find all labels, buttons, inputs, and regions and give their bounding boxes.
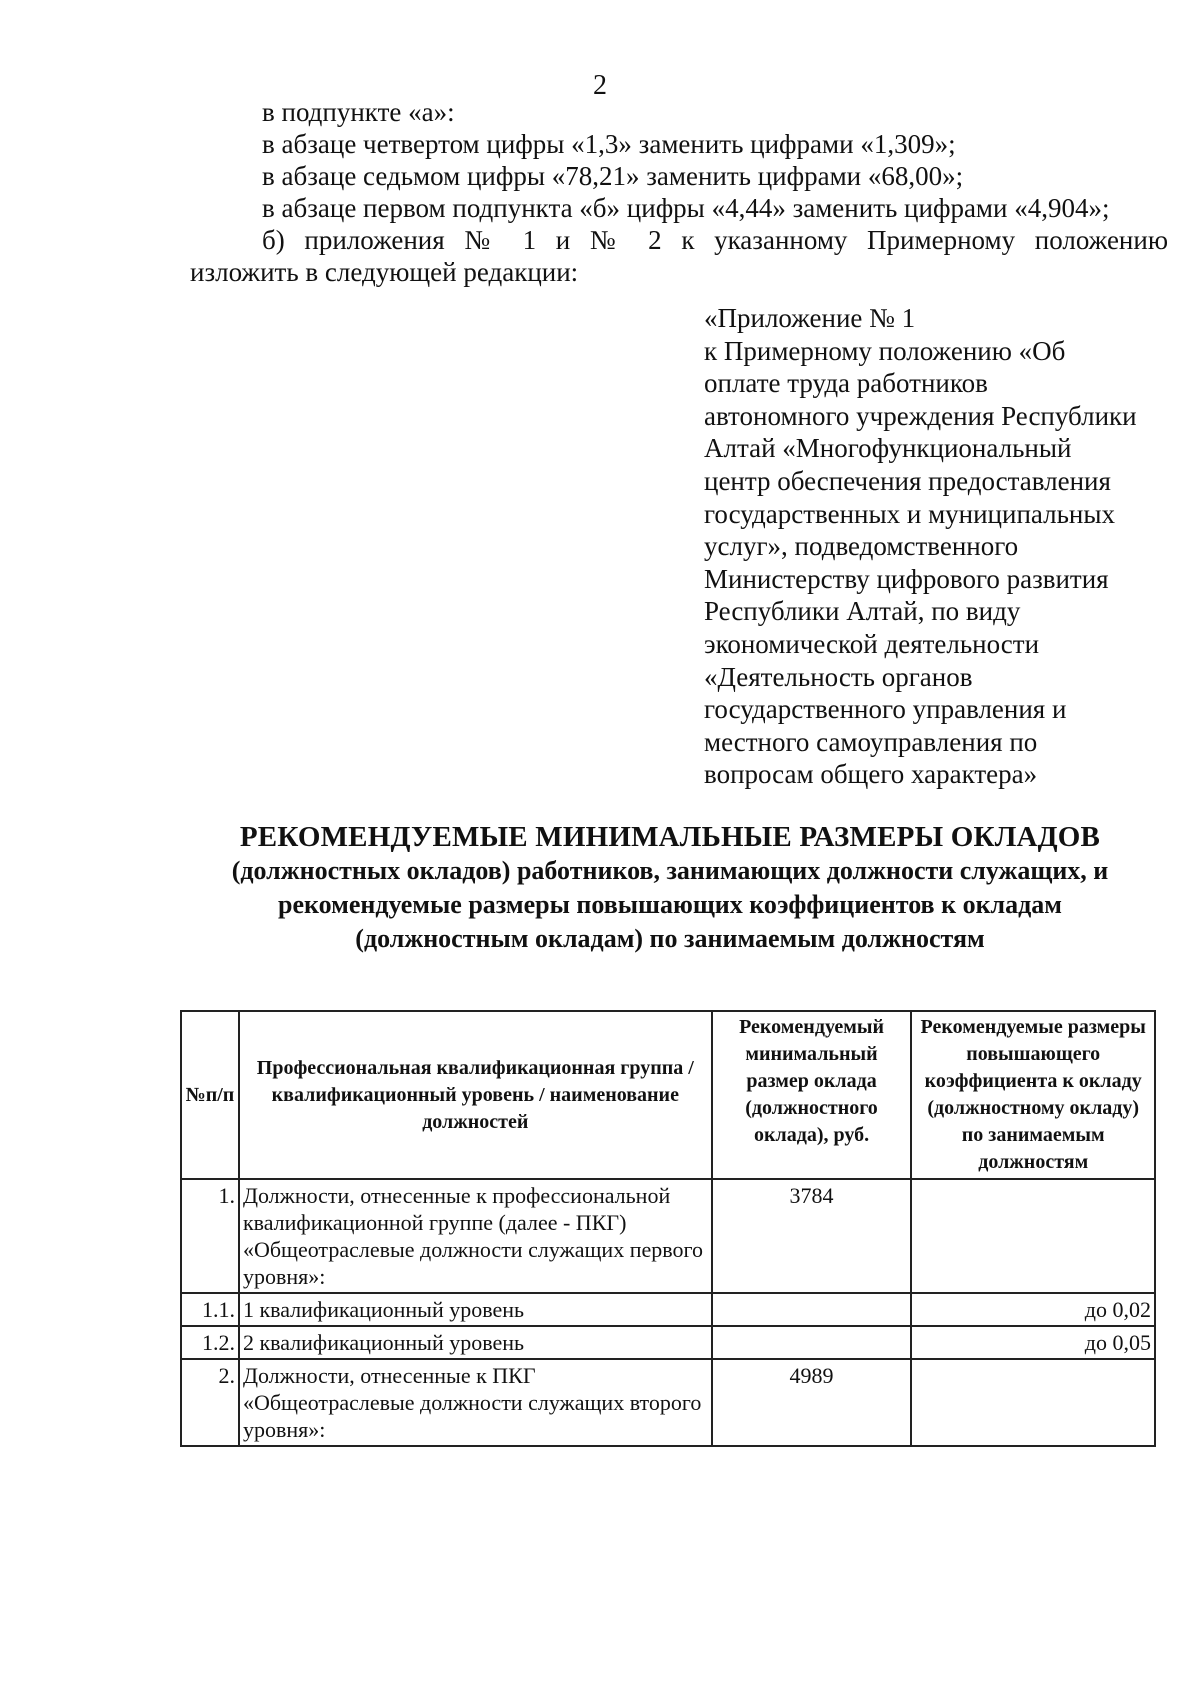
appendix-line: центр обеспечения предоставления xyxy=(704,465,1111,496)
row-name: 1 квалификационный уровень xyxy=(239,1293,712,1326)
intro-paragraph-b: б) приложения № 1 и № 2 к указанному Примерному положению xyxy=(262,225,1168,255)
header-num: №п/п xyxy=(181,1011,239,1179)
row-name: Должности, отнесенные к ПКГ «Общеотраслевые должности служащих второго уровня»: xyxy=(239,1359,712,1446)
appendix-line: Министерству цифрового развития xyxy=(704,563,1109,594)
row-salary: 4989 xyxy=(712,1359,912,1446)
appendix-line: экономической деятельности xyxy=(704,628,1040,659)
intro-text xyxy=(190,96,1168,288)
header-name: Профессиональная квалификационная группа / квалификационный уровень / наименование должностей xyxy=(239,1011,712,1179)
appendix-line: Республики Алтай, по виду xyxy=(704,596,1021,627)
salary-table xyxy=(180,1010,1156,1447)
appendix-line: местного самоуправления по xyxy=(704,726,1038,757)
appendix-line: автономного учреждения Республики xyxy=(704,400,1137,431)
appendix-line: «Деятельность органов xyxy=(704,661,973,692)
appendix-line: к Примерному положению «Об xyxy=(704,335,1066,366)
table-row xyxy=(181,1326,1155,1359)
intro-line: в подпункте «а»: xyxy=(262,97,455,127)
appendix-line: Алтай «Многофункциональный xyxy=(704,433,1072,464)
row-coef: до 0,05 xyxy=(911,1326,1155,1359)
intro-paragraph-b-cont: изложить в следующей редакции: xyxy=(190,257,579,287)
title-sub-line: рекомендуемые размеры повышающих коэффициентов к окладам xyxy=(278,890,1062,919)
appendix-line: оплате труда работников xyxy=(704,368,988,399)
row-name: 2 квалификационный уровень xyxy=(239,1326,712,1359)
title-main: РЕКОМЕНДУЕМЫЕ МИНИМАЛЬНЫЕ РАЗМЕРЫ ОКЛАДОВ xyxy=(239,821,1101,853)
document-title xyxy=(170,820,1170,956)
appendix-line: вопросам общего характера» xyxy=(704,759,1038,790)
row-coef xyxy=(911,1179,1155,1293)
row-coef: до 0,02 xyxy=(911,1293,1155,1326)
table-row xyxy=(181,1179,1155,1293)
page-number: 2 xyxy=(593,70,607,101)
appendix-line: государственных и муниципальных xyxy=(704,498,1115,529)
appendix-line: государственного управления и xyxy=(704,694,1067,725)
table-header-row xyxy=(181,1011,1155,1179)
intro-line: в абзаце четвертом цифры «1,3» заменить цифрами «1,309»; xyxy=(262,129,956,159)
intro-line: в абзаце первом подпункта «б» цифры «4,44» заменить цифрами «4,904»; xyxy=(262,193,1110,223)
intro-line: в абзаце седьмом цифры «78,21» заменить цифрами «68,00»; xyxy=(262,161,964,191)
header-coef: Рекомендуемые размеры повышающего коэффициента к окладу (должностному окладу) по занимаемым должностям xyxy=(911,1011,1155,1179)
row-num: 1.2. xyxy=(181,1326,239,1359)
title-sub-line: (должностным окладам) по занимаемым должностям xyxy=(355,924,985,953)
row-num: 2. xyxy=(181,1359,239,1446)
row-name: Должности, отнесенные к профессиональной квалификационной группе (далее - ПКГ) «Общеотраслевые должности служащих первого уровня»: xyxy=(239,1179,712,1293)
header-salary: Рекомендуемый минимальный размер оклада (должностного оклада), руб. xyxy=(712,1011,912,1179)
title-sub-line: (должностных окладов) работников, занимающих должности служащих, и xyxy=(231,856,1109,885)
appendix-caption xyxy=(704,302,1174,791)
appendix-line: услуг», подведомственного xyxy=(704,531,1019,562)
row-salary xyxy=(712,1326,912,1359)
table-row xyxy=(181,1293,1155,1326)
table-row xyxy=(181,1359,1155,1446)
row-num: 1. xyxy=(181,1179,239,1293)
appendix-line: «Приложение № 1 xyxy=(704,303,916,333)
row-coef xyxy=(911,1359,1155,1446)
row-salary: 3784 xyxy=(712,1179,912,1293)
row-salary xyxy=(712,1293,912,1326)
row-num: 1.1. xyxy=(181,1293,239,1326)
